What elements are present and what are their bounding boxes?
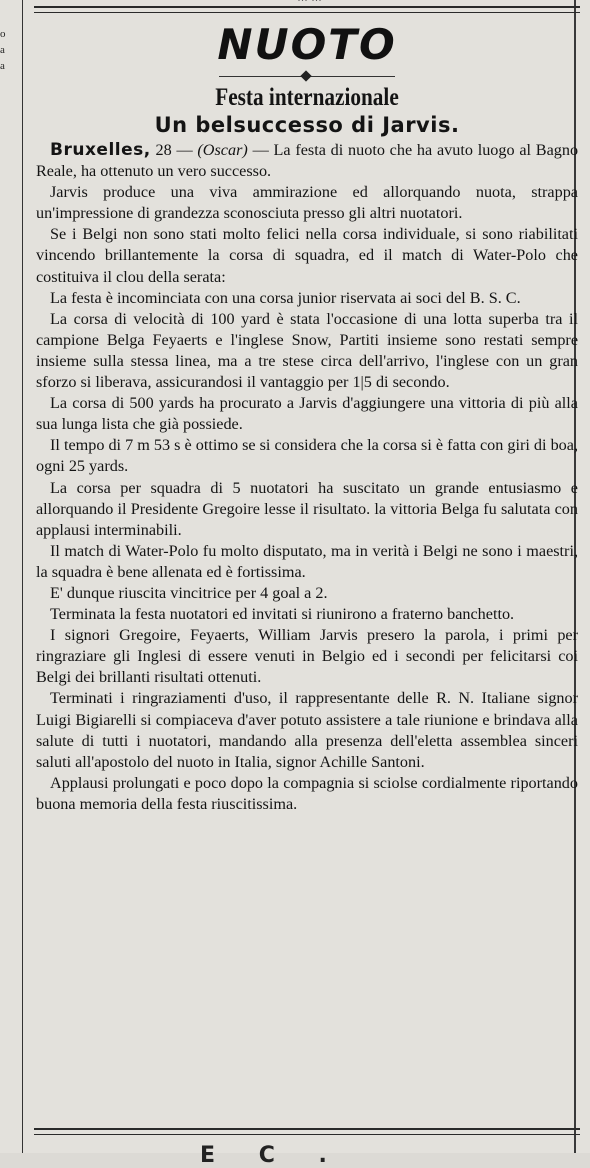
- paragraph: E' dunque riuscita vincitrice per 4 goal a 2.: [50, 583, 328, 602]
- column-rule-left: [22, 0, 23, 1153]
- top-rule-thin: [34, 12, 580, 13]
- article-subheading-2: Un belsuccesso di Jarvis.: [154, 113, 460, 137]
- bottom-rule-thin: [34, 1134, 580, 1135]
- paragraph: La corsa di 500 yards ha procurato a Jarvis d'aggiungere una vittoria di più alla sua lunga lista che già possiede.: [36, 394, 578, 434]
- article-subheading: Festa internazionale: [215, 84, 399, 111]
- next-article-heading-fragment: E C .: [200, 1143, 345, 1168]
- margin-letter: a: [0, 60, 5, 72]
- paragraph: Il match di Water-Polo fu molto disputato, ma in verità i Belgi ne sono i maestri, la squadra è bene allenata ed è fortissima.: [36, 541, 578, 581]
- paragraph: La corsa per squadra di 5 nuotatori ha suscitato un grande entusiasmo e allorquando il Presidente Gregoire lesse il risultato. la vittoria Belga fu salutata con applausi interminabili.: [36, 478, 578, 539]
- margin-letter: o: [0, 28, 6, 40]
- article-heading: NUOTO: [217, 20, 397, 69]
- dateline: Bruxelles,: [50, 140, 151, 160]
- paragraph: I signori Gregoire, Feyaerts, William Jarvis presero la parola, i primi per ringraziare gli Inglesi di essere venuti in Belgio ed i secondi per felicitarsi coi Belgi dei brillanti risultati ottenuti.: [36, 626, 578, 687]
- article-intro: [36, 140, 578, 182]
- paragraph: Il tempo di 7 m 53 s è ottimo se si considera che la corsa si è fatta con giri di boa, ogni 25 yards.: [36, 436, 578, 476]
- paragraph: Terminati i ringraziamenti d'uso, il rappresentante delle R. N. Italiane signor Luigi Bigiarelli si compiaceva d'aver potuto assistere a tale riunione e brindava alla salute di tutti i nuotatori, mandando alla presenza dell'eletta assemblea sinceri saluti all'apostolo del nuoto in Italia, signor Achille Santoni.: [36, 689, 578, 771]
- ornament-divider: [34, 68, 580, 84]
- article-body: [34, 140, 580, 815]
- paragraph: La corsa di velocità di 100 yard è stata l'occasione di una lotta superba tra il campione Belga Feyaerts e l'inglese Snow, Partiti insieme sono restati sempre insieme sulla stessa linea, ma a tre stese circa dell'arrivo, l'inglese con un gran sforzo si liberava, assicurandosi il vantaggio per 1|5 di secondo.: [36, 309, 578, 392]
- previous-article-fragment: [210, 0, 410, 3]
- dateline-date: 28 —: [155, 141, 193, 159]
- paragraph: Se i Belgi non sono stati molto felici nella corsa individuale, si sono riabilitati vincendo brillantemente la corsa di squadra, ed il match di Water-Polo che costituiva il clou della serata:: [36, 225, 578, 286]
- paragraph: Terminata la festa nuotatori ed invitati si riunirono a fraterno banchetto.: [50, 605, 515, 624]
- intro-text: — La festa di nuoto che ha avuto luogo al Bagno Reale, ha ottenuto un vero successo.: [36, 141, 579, 181]
- dateline-source: (Oscar): [197, 141, 248, 159]
- top-rule: [34, 6, 580, 8]
- adjacent-column-fragment: [0, 28, 12, 76]
- paragraph: La festa è incominciata con una corsa junior riservata ai soci del B. S. C.: [50, 288, 521, 307]
- bottom-rule: [34, 1128, 580, 1130]
- paragraph: Applausi prolungati e poco dopo la compagnia si sciolse cordialmente riportando buona memoria della festa riuscitissima.: [36, 773, 578, 813]
- paragraph: Jarvis produce una viva ammirazione ed allorquando nuota, strappa un'impressione di grandezza sconosciuta presso gli altri nuotatori.: [36, 183, 578, 223]
- margin-letter: a: [0, 44, 5, 56]
- article-column: [34, 22, 580, 815]
